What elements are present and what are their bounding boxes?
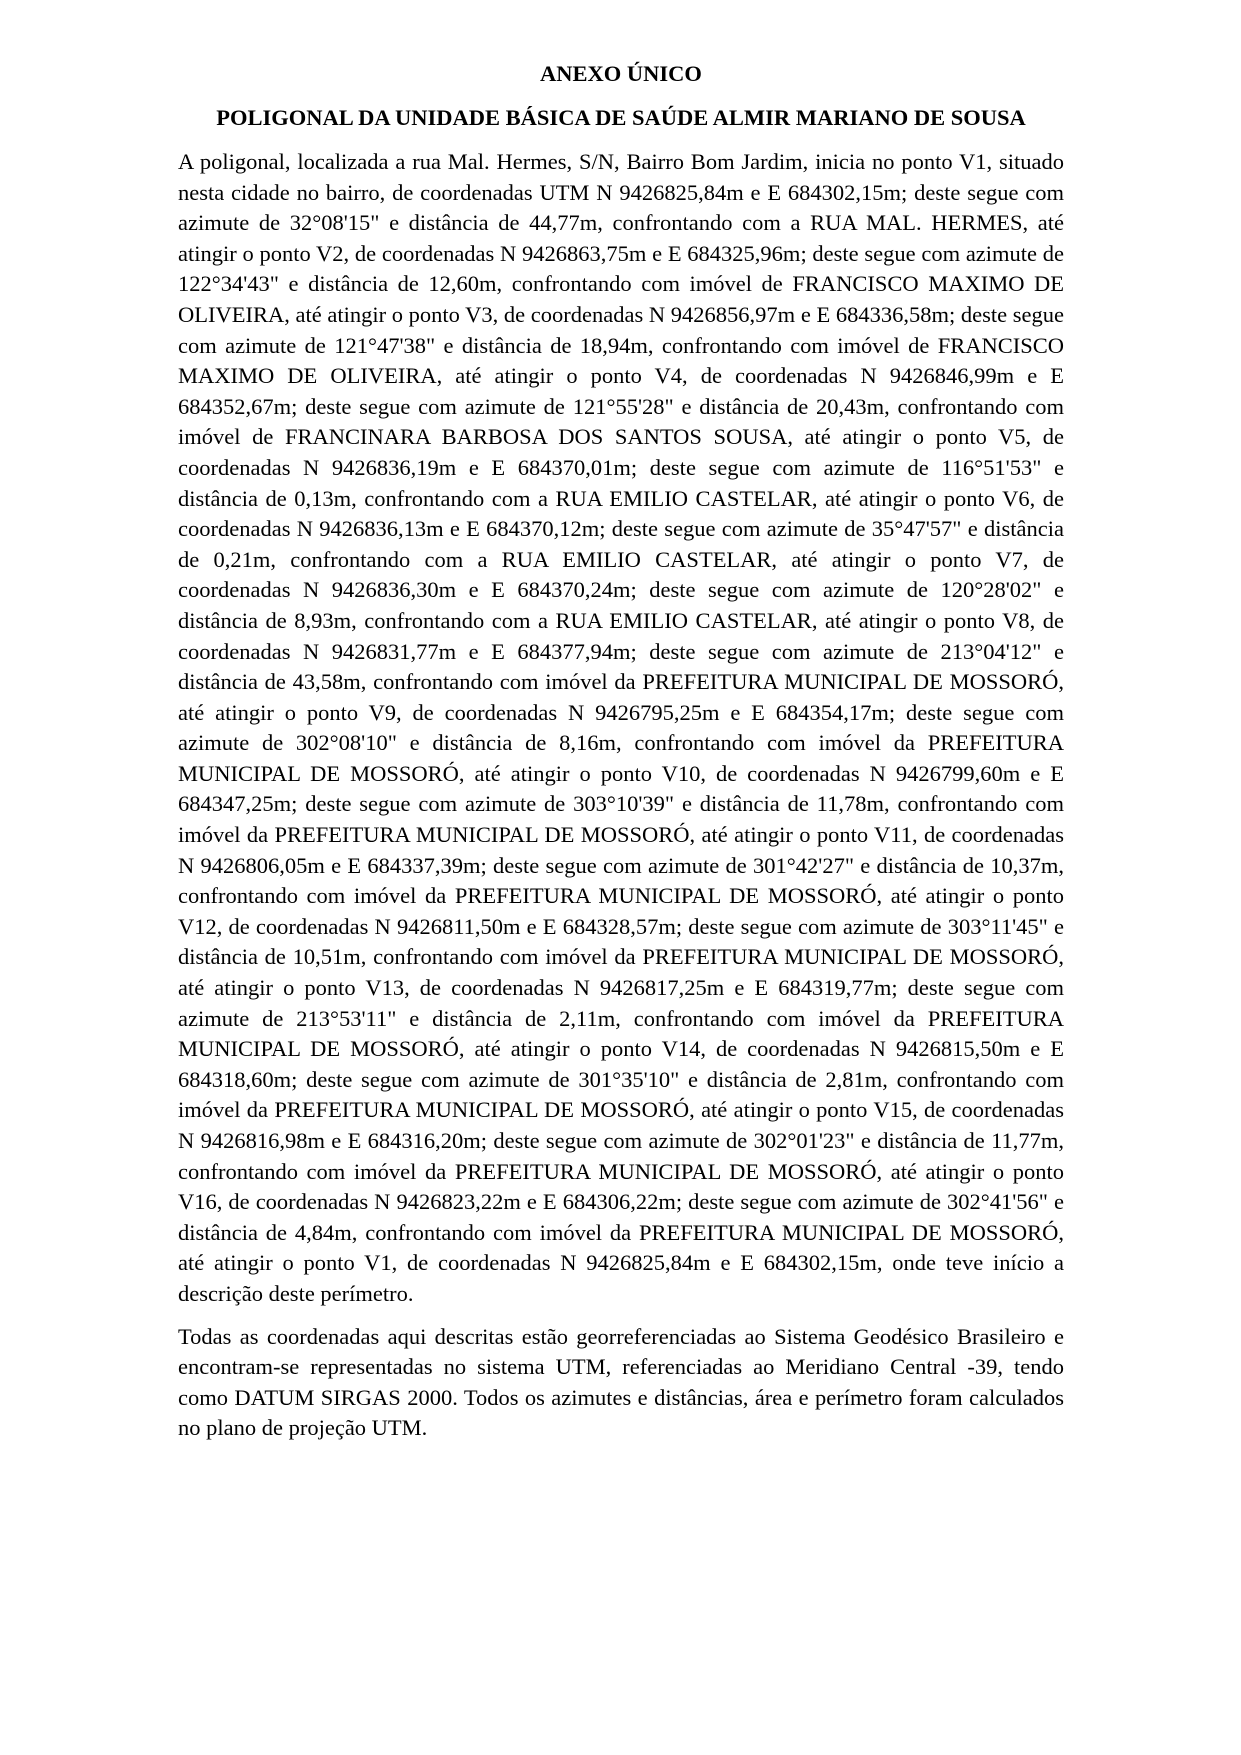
coordinate-system-paragraph: Todas as coordenadas aqui descritas estão georreferenciadas ao Sistema Geodésico Brasileiro e encontram-se representadas no sistema UTM, referenciadas ao Meridiano Central -39, tendo como DATUM SIRGAS 2000. Todos os azimutes e distâncias, área e perímetro foram calculados no plano de projeção UTM.: [178, 1323, 1064, 1441]
document-title: ANEXO ÚNICO: [540, 61, 702, 86]
document-page: [178, 58, 1064, 1444]
perimeter-description-paragraph: A poligonal, localizada a rua Mal. Hermes, S/N, Bairro Bom Jardim, inicia no ponto V1, situado nesta cidade no bairro, de coordenadas UTM N 9426825,84m e E 684302,15m; deste segue com azimute de 32°08'15" e distância de 44,77m, confrontando com a RUA MAL. HERMES, até atingir o ponto V2, de coordenadas N 9426863,75m e E 684325,96m; deste segue com azimute de 122°34'43" e distância de 12,60m, confrontando com imóvel de FRANCISCO MAXIMO DE OLIVEIRA, até atingir o ponto V3, de coordenadas N 9426856,97m e E 684336,58m; deste segue com azimute de 121°47'38" e distância de 18,94m, confrontando com imóvel de FRANCISCO MAXIMO DE OLIVEIRA, até atingir o ponto V4, de coordenadas N 9426846,99m e E 684352,67m; deste segue com azimute de 121°55'28" e distância de 20,43m, confrontando com imóvel de FRANCINARA BARBOSA DOS SANTOS SOUSA, até atingir o ponto V5, de coordenadas N 9426836,19m e E 684370,01m; deste segue com azimute de 116°51'53" e distância de 0,13m, confrontando com a RUA EMILIO CASTELAR, até atingir o ponto V6, de coordenadas N 9426836,13m e E 684370,12m; deste segue com azimute de 35°47'57" e distância de 0,21m, confrontando com a RUA EMILIO CASTELAR, até atingir o ponto V7, de coordenadas N 9426836,30m e E 684370,24m; deste segue com azimute de 120°28'02" e distância de 8,93m, confrontando com a RUA EMILIO CASTELAR, até atingir o ponto V8, de coordenadas N 9426831,77m e E 684377,94m; deste segue com azimute de 213°04'12" e distância de 43,58m, confrontando com imóvel da PREFEITURA MUNICIPAL DE MOSSORÓ, até atingir o ponto V9, de coordenadas N 9426795,25m e E 684354,17m; deste segue com azimute de 302°08'10" e distância de 8,16m, confrontando com imóvel da PREFEITURA MUNICIPAL DE MOSSORÓ, até atingir o ponto V10, de coordenadas N 9426799,60m e E 684347,25m; deste segue com azimute de 303°10'39" e distância de 11,78m, confrontando com imóvel da PREFEITURA MUNICIPAL DE MOSSORÓ, até atingir o ponto V11, de coordenadas N 9426806,05m e E 684337,39m; deste segue com azimute de 301°42'27" e distância de 10,37m, confrontando com imóvel da PREFEITURA MUNICIPAL DE MOSSORÓ, até atingir o ponto V12, de coordenadas N 9426811,50m e E 684328,57m; deste segue com azimute de 303°11'45" e distância de 10,51m, confrontando com imóvel da PREFEITURA MUNICIPAL DE MOSSORÓ, até atingir o ponto V13, de coordenadas N 9426817,25m e E 684319,77m; deste segue com azimute de 213°53'11" e distância de 2,11m, confrontando com imóvel da PREFEITURA MUNICIPAL DE MOSSORÓ, até atingir o ponto V14, de coordenadas N 9426815,50m e E 684318,60m; deste segue com azimute de 301°35'10" e distância de 2,81m, confrontando com imóvel da PREFEITURA MUNICIPAL DE MOSSORÓ, até atingir o ponto V15, de coordenadas N 9426816,98m e E 684316,20m; deste segue com azimute de 302°01'23" e distância de 11,77m, confrontando com imóvel da PREFEITURA MUNICIPAL DE MOSSORÓ, até atingir o ponto V16, de coordenadas N 9426823,22m e E 684306,22m; deste segue com azimute de 302°41'56" e distância de 4,84m, confrontando com imóvel da PREFEITURA MUNICIPAL DE MOSSORÓ, até atingir o ponto V1, de coordenadas N 9426825,84m e E 684302,15m, onde teve início a descrição deste perímetro.: [178, 149, 1064, 1306]
document-subtitle: POLIGONAL DA UNIDADE BÁSICA DE SAÚDE ALMIR MARIANO DE SOUSA: [216, 105, 1026, 130]
